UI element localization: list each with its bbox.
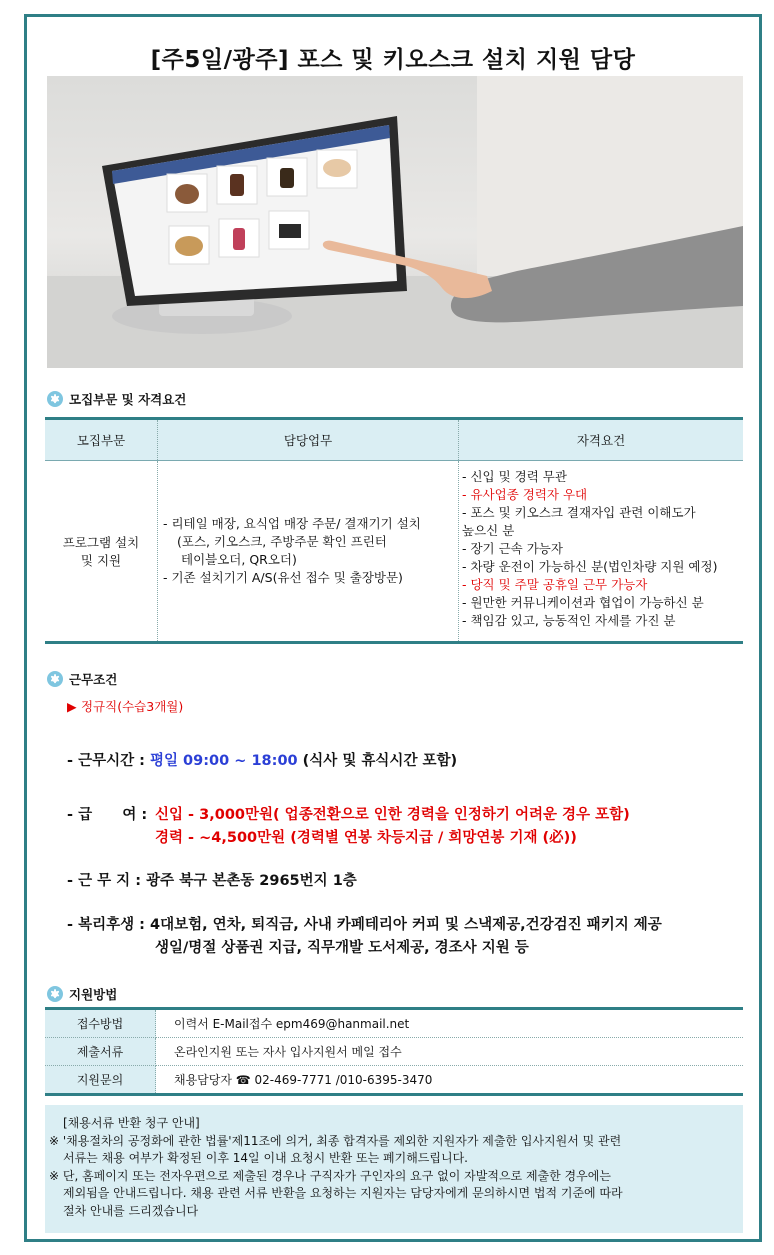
duty-line: 테이블오더, QR오더) [181, 552, 297, 567]
table-row [45, 1009, 743, 1038]
table-row [45, 461, 743, 643]
department-cell: 프로그램 설치 및 지원 [45, 461, 158, 643]
duties-cell [158, 461, 459, 643]
section-heading-recruit: ✻ 모집부문 및 자격요건 [47, 390, 186, 408]
notice-line: 제외됨을 안내드립니다. 채용 관련 서류 반환을 요청하는 지원자는 담당자에게 문의하시면 법적 기준에 따라 [63, 1186, 623, 1200]
notice-line: ※ '채용절차의 공정화에 관한 법률'제11조에 의거, 최종 합격자를 제외한 지원자가 제출한 입사지원서 및 관련 [49, 1133, 622, 1148]
job-posting-frame [24, 14, 762, 1242]
apply-value: 온라인지원 또는 자사 입사지원서 메일 접수 [156, 1038, 744, 1066]
requirement-item: - 유사업종 경력자 우대 [462, 487, 588, 502]
tablet-pos-illustration [47, 76, 743, 368]
requirement-item: - 책임감 있고, 능동적인 자세를 가진 분 [462, 613, 676, 628]
header-department: 모집부문 [45, 419, 158, 461]
duty-line: (포스, 키오스크, 주방주문 확인 프린터 [177, 534, 387, 549]
section-heading-apply: ✻ 지원방법 [47, 985, 117, 1003]
employment-type: ▶ 정규직(수습3개월) [67, 699, 184, 714]
requirement-item: - 포스 및 키오스크 결재자입 관련 이해도가 [462, 505, 696, 520]
requirements-list [460, 462, 742, 640]
requirement-item: 높으신 분 [462, 523, 515, 538]
requirement-item: - 차량 운전이 가능하신 분(법인차량 지원 예정) [462, 559, 718, 574]
apply-value: 채용담당자 ☎ 02-469-7771 /010-6395-3470 [156, 1066, 744, 1095]
work-location: - 근 무 지 : 광주 북구 본촌동 2965번지 1층 [67, 873, 357, 889]
header-duties: 담당업무 [158, 419, 459, 461]
table-row [45, 1066, 743, 1095]
apply-label: 제출서류 [45, 1038, 156, 1066]
document-return-notice [45, 1105, 743, 1233]
notice-line: ※ 단, 홈페이지 또는 전자우편으로 제출된 경우나 구직자가 구인자의 요구 없이 자발적으로 제출한 경우에는 [49, 1168, 611, 1183]
snowflake-icon [47, 391, 63, 407]
apply-value: 이력서 E-Mail접수 epm469@hanmail.net [156, 1009, 744, 1038]
duty-line: - 리테일 매장, 요식업 매장 주문/ 결재기기 설치 [163, 516, 421, 531]
header-requirements: 자격요건 [459, 419, 744, 461]
requirement-item: - 신입 및 경력 무관 [462, 469, 567, 484]
triangle-right-icon: ▶ [67, 699, 77, 714]
requirement-item: - 장기 근속 가능자 [462, 541, 563, 556]
salary-new: 신입 - 3,000만원( 업종전환으로 인한 경력을 인정하기 어려운 경우 포함) [155, 807, 630, 823]
benefits-continued: 생일/명절 상품권 지급, 직무개발 도서제공, 경조사 지원 등 [155, 940, 529, 956]
table-row [45, 1038, 743, 1066]
requirement-item: - 당직 및 주말 공휴일 근무 가능자 [462, 577, 648, 592]
notice-heading: [채용서류 반환 청구 안내] [63, 1116, 200, 1130]
duty-line: - 기존 설치기기 A/S(유선 접수 및 출장방문) [163, 570, 403, 585]
salary: - 급 여 : [67, 807, 148, 823]
notice-line: 서류는 채용 여부가 확정된 이후 14일 이내 요청시 반환 또는 폐기해드립니다. [63, 1151, 468, 1165]
snowflake-icon [47, 671, 63, 687]
recruit-table [45, 417, 743, 644]
section-heading-conditions: ✻ 근무조건 [47, 670, 117, 688]
page-title: [주5일/광주] 포스 및 키오스크 설치 지원 담당 [150, 47, 636, 73]
salary-experienced: 경력 - ~4,500만원 (경력별 연봉 차등지급 / 희망연봉 기재 (必)) [155, 830, 577, 846]
notice-line: 절차 안내를 드리겠습니다 [63, 1203, 199, 1218]
kiosk-tablet-photo [47, 76, 743, 368]
benefits: - 복리후생 : 4대보험, 연차, 퇴직금, 사내 카페테리아 커피 및 스낵제공,건강검진 패키지 제공 [67, 917, 662, 933]
apply-table [45, 1007, 743, 1096]
requirements-cell [459, 461, 744, 643]
requirement-item: - 원만한 커뮤니케이션과 협업이 가능하신 분 [462, 595, 704, 610]
apply-label: 지원문의 [45, 1066, 156, 1095]
recruit-table-header [45, 419, 743, 461]
apply-label: 접수방법 [45, 1009, 156, 1038]
snowflake-icon [47, 986, 63, 1002]
work-hours: - 근무시간 : 평일 09:00 ~ 18:00 (식사 및 휴식시간 포함) [67, 753, 458, 769]
